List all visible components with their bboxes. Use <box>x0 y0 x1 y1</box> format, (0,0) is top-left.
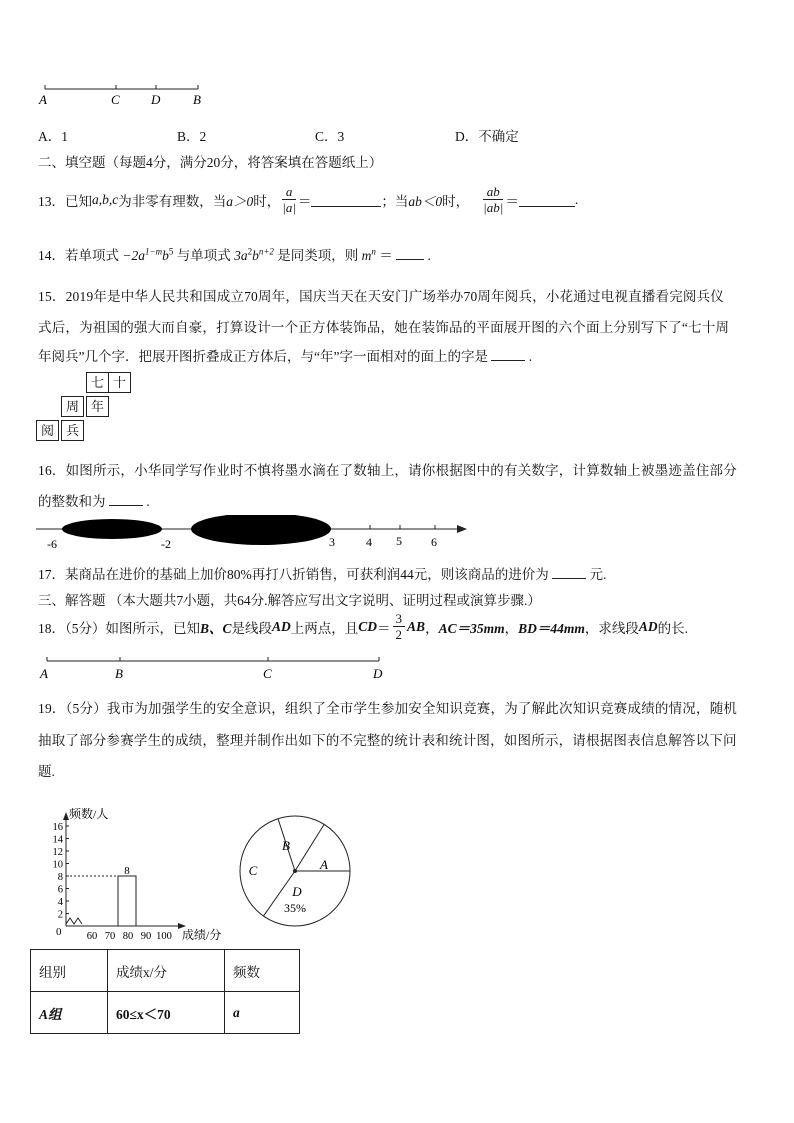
pie-center-dot <box>293 869 297 873</box>
q16-line-2-end: . <box>146 494 150 509</box>
hist-bar-label-0: 8 <box>124 865 130 877</box>
pie-label-b: B <box>282 838 290 853</box>
q15-line-3-end: . <box>528 349 533 364</box>
hist-ytick-label-12: 12 <box>52 847 63 858</box>
hist-ytick-label-16: 16 <box>52 822 63 833</box>
q18-end: 的长. <box>657 621 688 636</box>
q14-mono2-coef: 3a <box>234 248 248 263</box>
hist-ytick-label-14: 14 <box>52 834 63 846</box>
table-header-group: 组别 <box>31 950 108 992</box>
q18-rest2: ，求线段 <box>584 621 639 636</box>
option-c[interactable]: C．3 <box>315 129 345 144</box>
hist-xtick-label-90: 90 <box>140 931 152 942</box>
hist-xlabel: 成绩/分 <box>182 928 222 942</box>
seg18-label-c: C <box>263 666 272 681</box>
question-17 <box>38 563 606 583</box>
net-cell-shi: 十 <box>108 372 131 393</box>
q17-end: 元. <box>589 567 607 582</box>
q13-prefix: 13．已知 <box>38 194 92 209</box>
segment-label-b: B <box>193 92 201 107</box>
segment-figure-acdb <box>36 80 211 110</box>
q13-cond1: a＞0 <box>226 194 254 209</box>
table-cell-group: A组 <box>31 992 108 1034</box>
number-line-ink <box>30 515 475 555</box>
net-cell-qi: 七 <box>86 372 109 393</box>
hist-axis-break <box>66 918 82 924</box>
q18-fraction <box>393 612 406 642</box>
q14-mid: 与单项式 <box>176 248 231 263</box>
q18-comma: ， <box>504 621 519 636</box>
q18-frac-den: 2 <box>395 627 403 642</box>
q19-line-2: 抽取了部分参赛学生的成绩，整理并制作出如下的不完整的统计表和统计图，如图所示，请根据图表信息解答以下问 <box>38 733 737 748</box>
cube-net <box>36 372 146 444</box>
axis-label-5: 5 <box>396 534 402 548</box>
q17-answer-blank[interactable] <box>552 566 586 579</box>
q15-line-3 <box>38 345 532 365</box>
net-cell-yue: 阅 <box>36 420 59 441</box>
table-header-frequency: 频数 <box>225 950 300 992</box>
q13-frac1-den: |a| <box>282 200 296 215</box>
q19-line-1: 19．（5分）我市为加强学生的安全意识，组织了全市学生参加安全知识竞赛，为了解此次知识竞赛成绩的情况，随机 <box>38 701 738 716</box>
table-header-row <box>31 950 300 992</box>
option-b[interactable]: B．2 <box>177 129 207 144</box>
hist-ytick-label-10: 10 <box>52 859 63 871</box>
net-cell-bing: 兵 <box>61 420 84 441</box>
section-heading-solutions: 三、解答题 （本大题共7小题，共64分.解答应写出文字说明、证明过程或演算步骤.） <box>38 593 541 608</box>
q18-bc: B、C <box>200 621 232 636</box>
question-18 <box>38 607 688 647</box>
q14-mono1-exp2: 5 <box>168 246 174 257</box>
q15-line-3-text: 年阅兵”几个字．把展开图折叠成正方体后，与“年”字一面相对的面上的字是 <box>38 349 488 364</box>
table-row <box>31 992 300 1034</box>
q15-line-1: 15．2019年是中华人民共和国成立70周年，国庆当天在天安门广场举办70周年阅兵，小花通过电视直播看完阅兵仪 <box>38 289 724 304</box>
table-cell-frequency: a <box>225 992 300 1034</box>
q13-frac2-den: |ab| <box>483 200 504 215</box>
table-cell-score: 60≤x＜70 <box>108 992 225 1034</box>
axis-label-neg2: -2 <box>161 537 171 551</box>
seg18-label-d: D <box>373 666 383 681</box>
axis-label-3: 3 <box>329 535 335 549</box>
q13-text3: 时， <box>442 194 470 209</box>
q14-mono1-coef: −2a <box>122 248 145 263</box>
hist-bar-0 <box>118 876 136 926</box>
q16-line-2 <box>38 490 150 510</box>
q13-end: . <box>574 192 579 207</box>
q15-answer-blank[interactable] <box>491 348 525 361</box>
hist-ytick-label-6: 6 <box>57 884 63 896</box>
q13-cond2: ab＜0 <box>408 194 443 209</box>
q18-mid: 是线段 <box>231 621 273 636</box>
q14-end: . <box>427 248 431 263</box>
q14-mono1-b: b <box>162 248 169 263</box>
segment-figure-abcd <box>36 652 396 682</box>
q18-frac-num: 3 <box>393 612 406 627</box>
q13-frac2-num: ab <box>483 185 503 200</box>
q14-eq: ＝ <box>379 248 393 263</box>
q14-expr-exp: n <box>371 246 376 257</box>
axis-label-4: 4 <box>366 535 372 549</box>
q13-eq1: ＝ <box>297 194 312 209</box>
segment-label-a: A <box>39 92 47 107</box>
seg18-label-a: A <box>40 666 48 681</box>
pie-chart <box>236 812 354 930</box>
q13-frac1-num: a <box>282 185 296 200</box>
q18-mid2: 上两点，且 <box>290 621 359 636</box>
q18-ad2: AD <box>638 619 658 634</box>
q15-line-2: 式后，为祖国的强大而自豪，打算设计一个正方体装饰品，她在装饰品的平面展开图的六个面上分别写下了“七十周 <box>38 320 730 335</box>
frequency-histogram <box>30 800 230 945</box>
ink-blot-left <box>62 519 162 539</box>
q13-fraction-1 <box>282 185 296 215</box>
pie-value-d: 35% <box>284 901 306 915</box>
hist-origin-label: 0 <box>56 926 62 938</box>
option-a[interactable]: A．1 <box>38 129 68 144</box>
q18-bd: BD＝44mm <box>518 621 585 636</box>
q16-line-2-text: 的整数和为 <box>38 494 106 509</box>
q18-ad: AD <box>272 619 291 634</box>
hist-ytick-label-8: 8 <box>57 872 63 883</box>
q18-rest: ， <box>425 621 439 636</box>
q18-eq: ＝ <box>377 621 391 636</box>
section-heading-fill-in: 二、填空题（每题4分，满分20分，将答案填在答题纸上） <box>38 155 383 170</box>
q14-expr: m <box>361 248 372 263</box>
hist-ylabel: 频数/人 <box>69 807 109 821</box>
q13-vars: a,b,c <box>92 192 119 207</box>
q16-line-1: 16．如图所示，小华同学写作业时不慎将墨水滴在了数轴上，请你根据图中的有关数字，计算数轴上被墨迹盖住部分 <box>38 463 737 478</box>
q18-prefix: 18．（5分）如图所示，已知 <box>38 621 200 636</box>
hist-xtick-label-70: 70 <box>104 931 116 942</box>
hist-xtick-label-60: 60 <box>86 931 98 942</box>
q13-sep: ；当 <box>381 194 409 209</box>
q13-text2: 时， <box>253 194 281 209</box>
q19-line-3: 题. <box>38 764 55 779</box>
q14-mono1-exp1: 1−m <box>145 246 163 257</box>
q18-cd: CD <box>358 619 378 634</box>
seg18-label-b: B <box>115 666 123 681</box>
table-header-score: 成绩x/分 <box>108 950 225 992</box>
axis-label-neg6: -6 <box>47 537 57 551</box>
hist-xtick-label-100: 100 <box>156 931 172 942</box>
score-table <box>30 949 300 1034</box>
pie-label-c: C <box>248 863 258 878</box>
q14-prefix: 14．若单项式 <box>38 248 119 263</box>
q14-mono2-exp1: 2 <box>247 246 253 257</box>
segment-label-d: D <box>151 92 161 107</box>
option-d[interactable]: D．不确定 <box>455 129 519 144</box>
q14-answer-blank[interactable] <box>396 247 424 260</box>
q14-suffix: 是同类项，则 <box>277 248 359 263</box>
question-13 <box>38 180 578 220</box>
q18-ab: AB <box>407 619 426 634</box>
q13-answer-blank-2[interactable] <box>519 194 575 207</box>
q13-fraction-2 <box>483 185 503 215</box>
q18-ac: AC＝35mm <box>438 621 505 636</box>
hist-ytick-label-2: 2 <box>57 909 63 921</box>
q13-answer-blank-1[interactable] <box>311 194 381 207</box>
hist-ytick-label-4: 4 <box>57 897 63 908</box>
q16-answer-blank[interactable] <box>109 493 143 506</box>
axis-label-6: 6 <box>431 535 437 549</box>
q14-mono2-b: b <box>252 248 259 263</box>
q13-text1: 为非零有理数，当 <box>118 194 227 209</box>
net-cell-zhou: 周 <box>61 396 84 417</box>
ink-blot-right <box>191 515 331 545</box>
pie-label-d: D <box>292 884 302 899</box>
q13-eq2: ＝ <box>505 194 519 209</box>
q14-mono2-exp2: n+2 <box>258 246 274 257</box>
net-cell-nian: 年 <box>86 396 109 417</box>
question-14 <box>38 244 431 264</box>
hist-xtick-label-80: 80 <box>122 931 134 942</box>
q17-text: 17．某商品在进价的基础上加价80%再打八折销售，可获利润44元，则该商品的进价为 <box>38 567 549 582</box>
pie-label-a: A <box>320 857 328 872</box>
segment-label-c: C <box>111 92 120 107</box>
